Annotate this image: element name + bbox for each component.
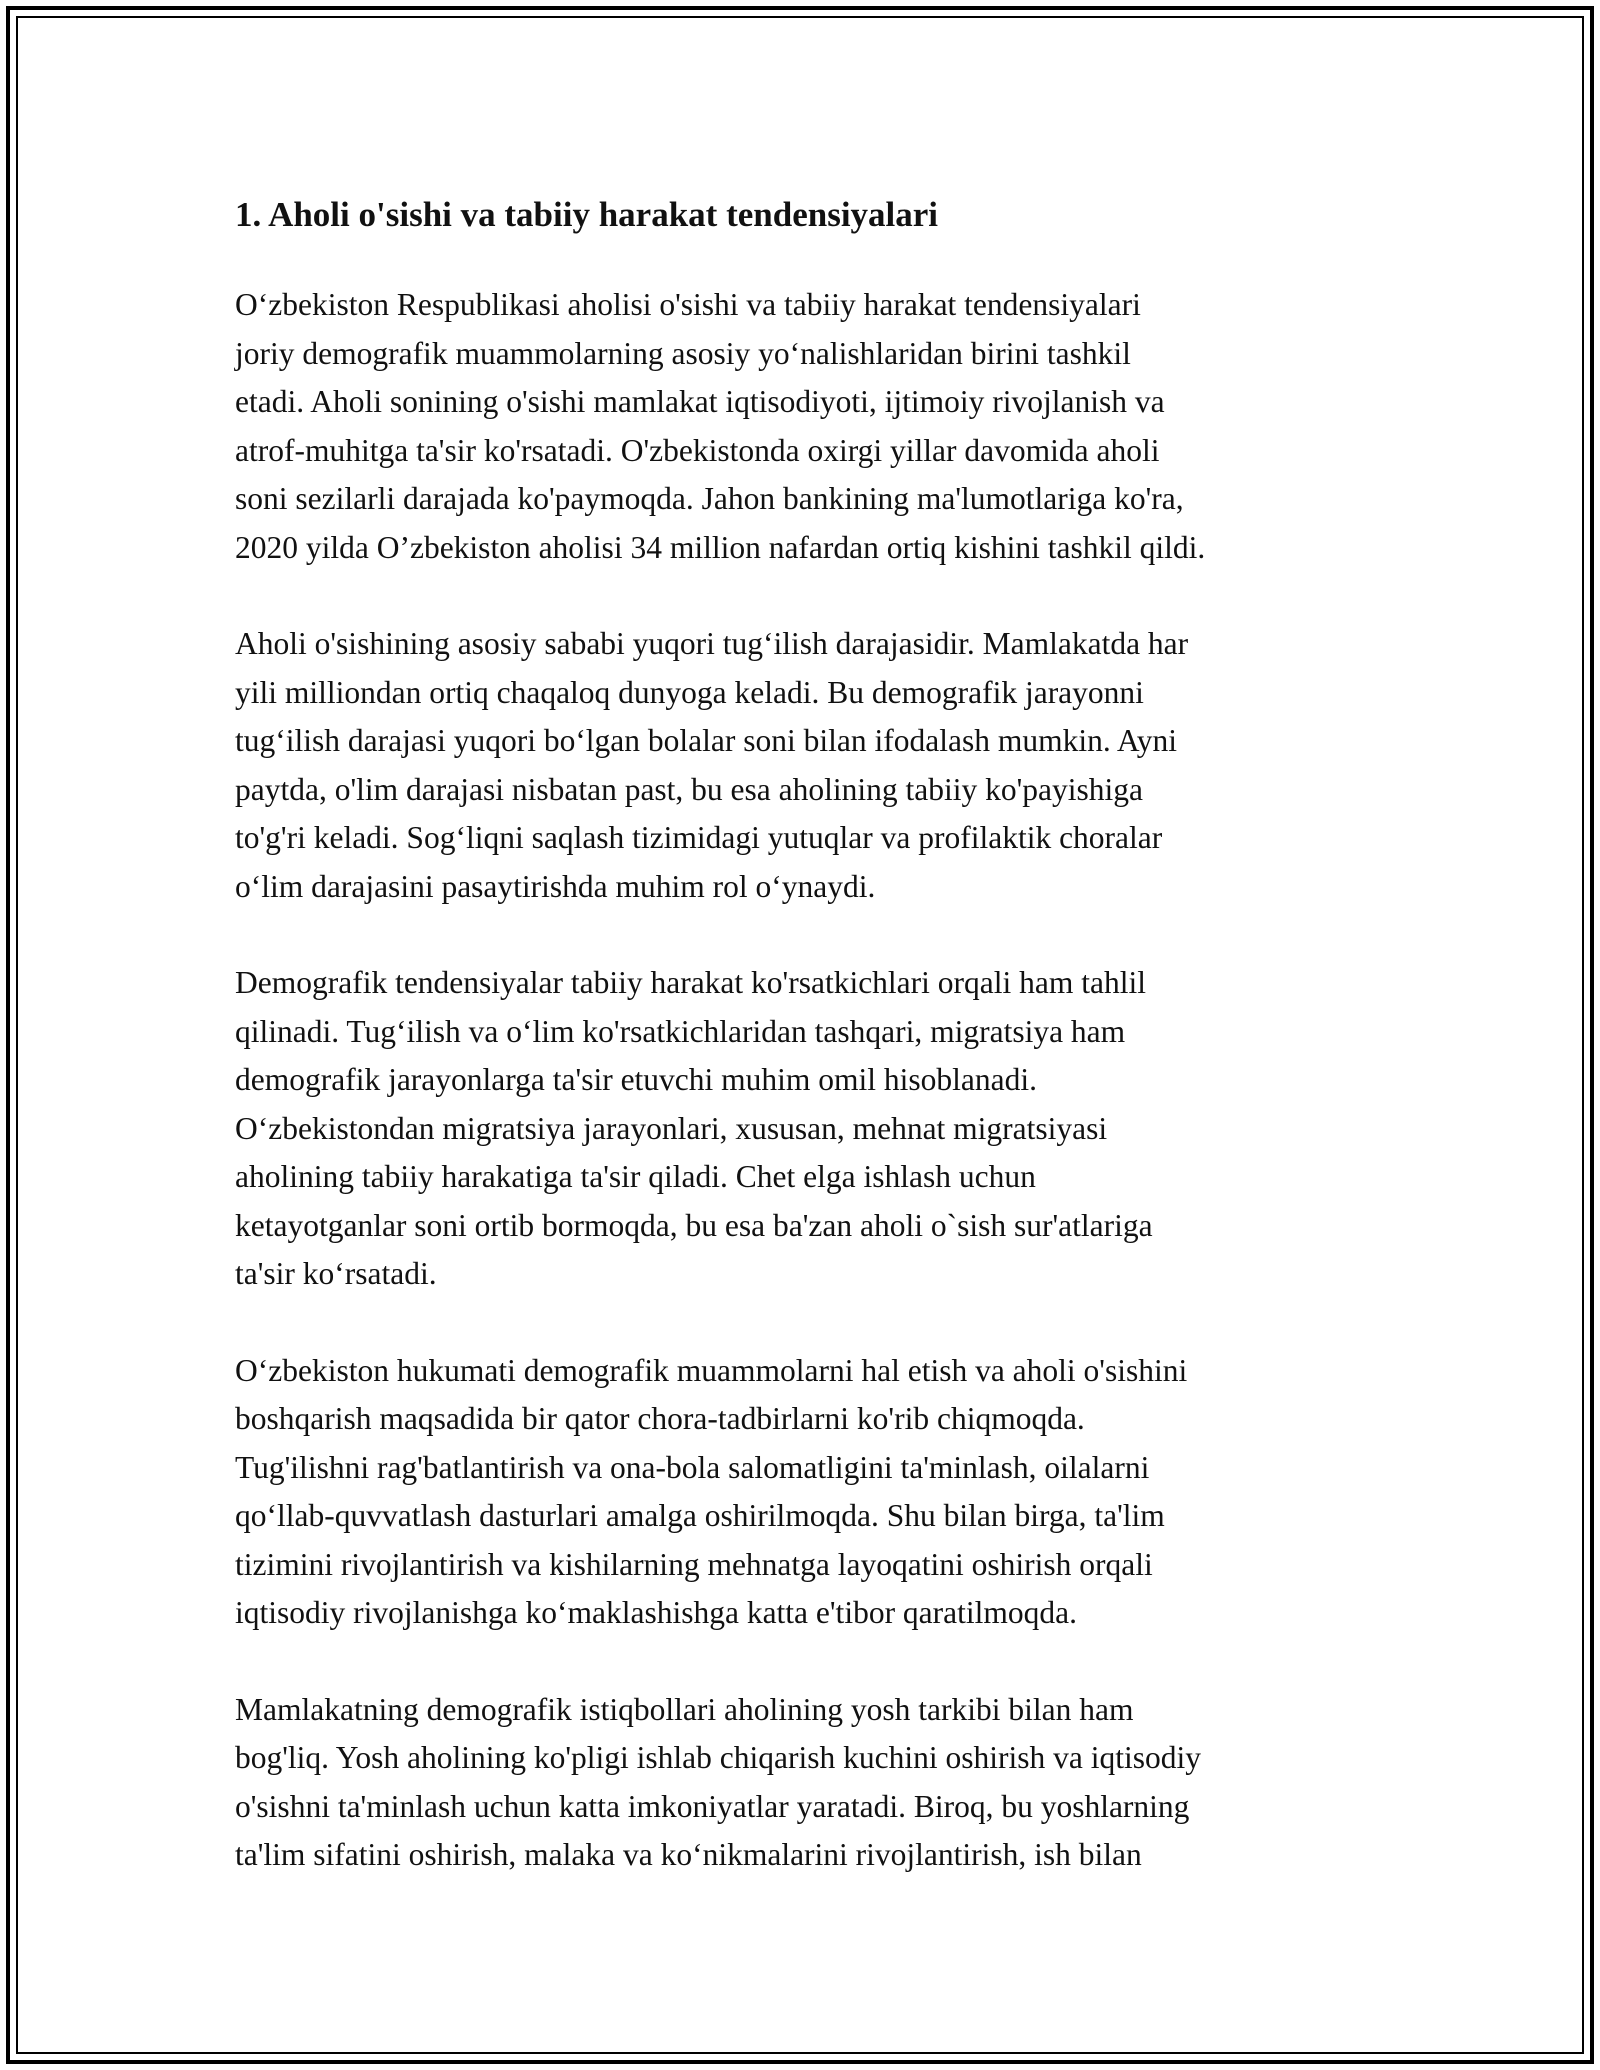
text-line: 2020 yilda O’zbekiston aholisi 34 million nafardan ortiq kishini tashkil qildi. <box>235 529 1206 565</box>
paragraph-migration <box>235 959 1395 1299</box>
paragraph-birth-rate <box>235 620 1395 911</box>
text-line: qo‘llab-quvvatlash dasturlari amalga oshirilmoqda. Shu bilan birga, ta'lim <box>235 1498 1165 1533</box>
text-line: boshqarish maqsadida bir qator chora-tadbirlarni ko'rib chiqmoqda. <box>235 1401 1085 1436</box>
text-line: atrof-muhitga ta'sir ko'rsatadi. O'zbekistonda oxirgi yillar davomida aholi <box>235 432 1160 468</box>
text-line: paytda, o'lim darajasi nisbatan past, bu esa aholining tabiiy ko'payishiga <box>235 771 1144 807</box>
section-title: 1. Aholi o'sishi va tabiiy harakat tendensiyalari <box>235 195 939 234</box>
text-line: ta'sir ko‘rsatadi. <box>235 1256 437 1291</box>
text-line: o'sishni ta'minlash uchun katta imkoniyatlar yaratadi. Biroq, bu yoshlarning <box>235 1788 1190 1824</box>
text-line: aholining tabiiy harakatiga ta'sir qiladi. Chet elga ishlash uchun <box>235 1159 1036 1194</box>
text-line: qilinadi. Tug‘ilish va o‘lim ko'rsatkichlaridan tashqari, migratsiya ham <box>235 1013 1126 1049</box>
paragraph-population-growth <box>235 281 1395 572</box>
text-line: tizimini rivojlantirish va kishilarning mehnatga layoqatini oshirish orqali <box>235 1546 1153 1582</box>
text-line: o‘lim darajasini pasaytirishda muhim rol o‘ynaydi. <box>235 868 876 904</box>
text-line: Tug'ilishni rag'batlantirish va ona-bola salomatligini ta'minlash, oilalarni <box>235 1449 1150 1485</box>
paragraph-age-structure <box>235 1686 1395 1880</box>
text-line: O‘zbekiston hukumati demografik muammolarni hal etish va aholi o'sishini <box>235 1352 1188 1388</box>
text-line: soni sezilarli darajada ko'paymoqda. Jahon bankining ma'lumotlariga ko'ra, <box>235 481 1184 516</box>
text-line: bog'liq. Yosh aholining ko'pligi ishlab chiqarish kuchini oshirish va iqtisodiy <box>235 1740 1201 1775</box>
document-body <box>235 185 1395 1928</box>
text-line: to'g'ri keladi. Sog‘liqni saqlash tizimidagi yutuqlar va profilaktik choralar <box>235 820 1163 855</box>
text-line: Mamlakatning demografik istiqbollari aholining yosh tarkibi bilan ham <box>235 1691 1134 1727</box>
text-line: tug‘ilish darajasi yuqori bo‘lgan bolalar soni bilan ifodalash mumkin. Ayni <box>235 723 1177 758</box>
text-line: ta'lim sifatini oshirish, malaka va ko‘nikmalarini rivojlantirish, ish bilan <box>235 1837 1142 1872</box>
text-line: etadi. Aholi sonining o'sishi mamlakat iqtisodiyoti, ijtimoiy rivojlanish va <box>235 384 1165 419</box>
text-line: Demografik tendensiyalar tabiiy harakat ko'rsatkichlari orqali ham tahlil <box>235 965 1146 1000</box>
paragraph-government-measures <box>235 1347 1395 1638</box>
text-line: ketayotganlar soni ortib bormoqda, bu esa ba'zan aholi o`sish sur'atlariga <box>235 1207 1153 1243</box>
text-line: yili milliondan ortiq chaqaloq dunyoga keladi. Bu demografik jarayonni <box>235 674 1144 710</box>
text-line: O‘zbekistondan migratsiya jarayonlari, xususan, mehnat migratsiyasi <box>235 1110 1108 1146</box>
text-line: joriy demografik muammolarning asosiy yo‘nalishlaridan birini tashkil <box>235 335 1131 371</box>
text-line: O‘zbekiston Respublikasi aholisi o'sishi va tabiiy harakat tendensiyalari <box>235 287 1141 322</box>
text-line: iqtisodiy rivojlanishga ko‘maklashishga katta e'tibor qaratilmoqda. <box>235 1595 1077 1630</box>
text-line: demografik jarayonlarga ta'sir etuvchi muhim omil hisoblanadi. <box>235 1062 1038 1097</box>
text-line: Aholi o'sishining asosiy sababi yuqori tug‘ilish darajasidir. Mamlakatda har <box>235 626 1189 661</box>
